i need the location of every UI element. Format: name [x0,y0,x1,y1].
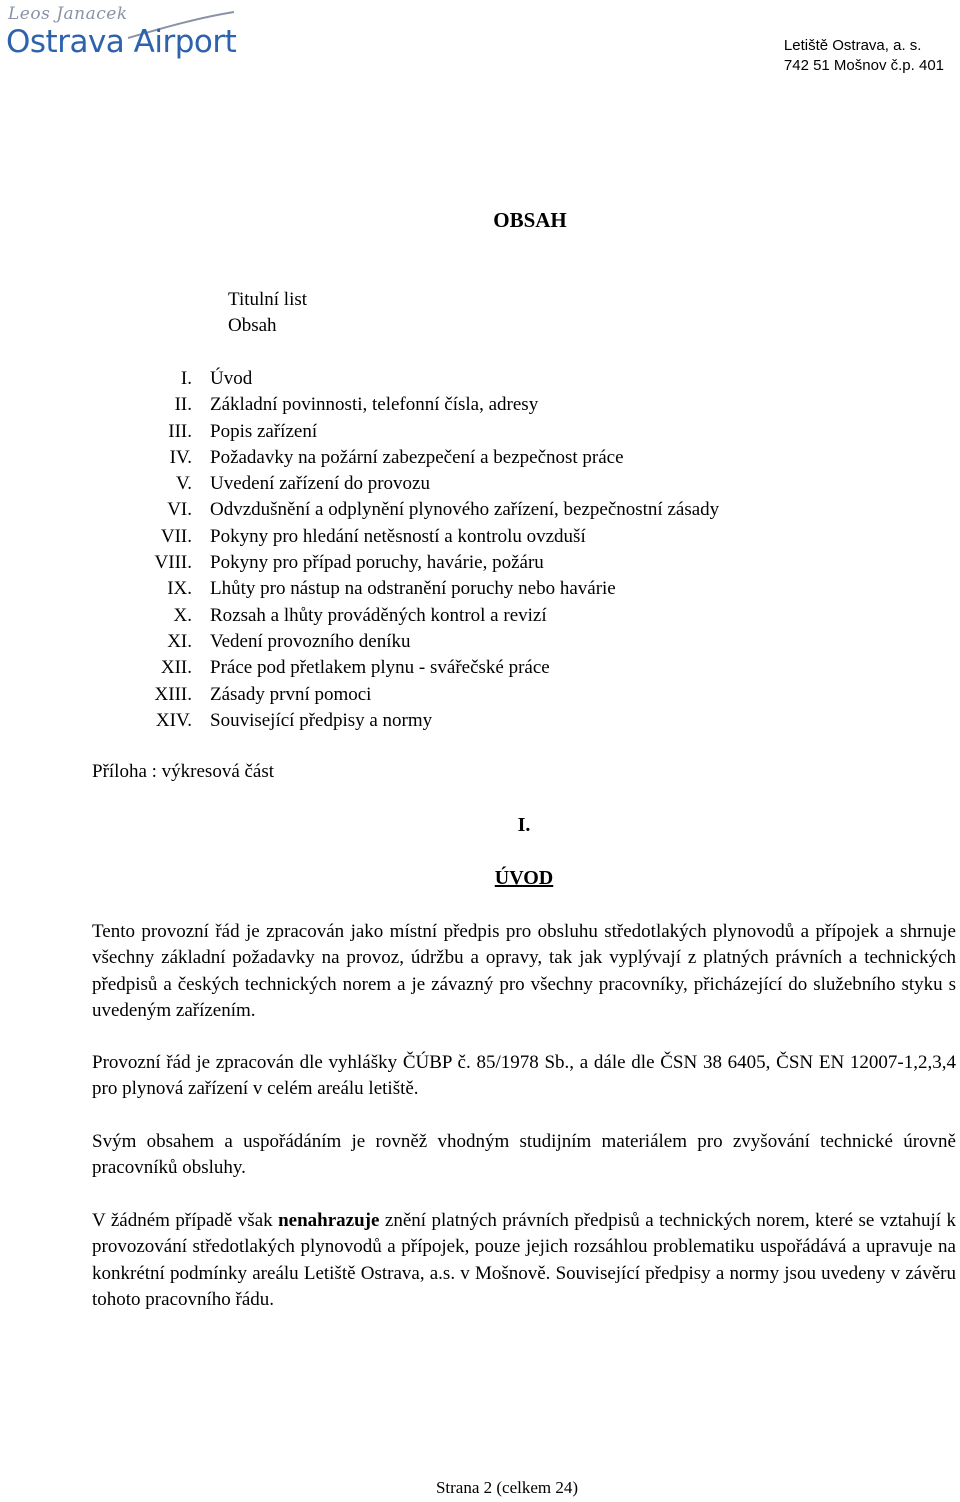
toc-item [100,419,719,445]
chapter-title: ÚVOD [494,867,554,889]
toc-item [100,550,719,576]
toc-item [100,682,719,708]
toc-item-number: VIII. [154,552,192,574]
paragraph-text [92,1208,956,1313]
toc-item [100,471,719,497]
toc-item-number: III. [168,420,192,442]
toc-item-number: I. [180,368,192,389]
paragraph [92,1208,956,1313]
toc-item-label: Rozsah a lhůty prováděných kontrol a revizí [210,604,547,626]
paragraph [92,919,956,1024]
toc-item-label: Pokyny pro případ poruchy, havárie, požáru [210,552,544,574]
toc-item-number: V. [175,473,192,495]
paragraph [92,1050,956,1103]
paragraph-text: Provozní řád je zpracován dle vyhlášky ČÚBP č. 85/1978 Sb., a dále dle ČSN 38 6405, ČSN EN 12007-1,2,3,4 pro plynová zařízení v celém areálu letiště. [92,1052,956,1100]
toc-item-number: VII. [160,525,192,547]
toc-pre-item: Titulní list [228,289,308,310]
paragraph-text-part: znění platných právních předpisů a technických norem, které se vztahují k provozování středotlakých plynovodů a přípojek, pouze jejich rozsáhlou problematiku uspořádává a upravuje na konkrétní podmínky areálu Letiště Ostrava, a.s. v Mošnově. Související předpisy a normy jsou uvedeny v závěru tohoto pracovního řádu. [92,1210,956,1310]
toc-item [100,603,719,629]
toc-item-label: Úvod [210,368,253,389]
toc-item [100,576,719,602]
page-footer: Strana 2 (celkem 24) [435,1478,579,1497]
toc-item [100,392,719,418]
toc-item-label: Zásady první pomoci [210,683,372,705]
toc-item-number: X. [173,604,192,626]
logo-wordmark: Ostrava Airport [6,24,237,60]
chapter-number: I. [517,814,531,836]
toc-item-number: XIV. [155,709,192,731]
toc-item-number: VI. [167,499,192,521]
emphasis-text: nenahrazuje [278,1210,380,1231]
toc-item-label: Základní povinnosti, telefonní čísla, adresy [210,394,539,416]
paragraph [92,1129,956,1182]
toc-item [100,655,719,681]
toc-item-label: Související předpisy a normy [210,709,433,731]
toc-item [100,445,719,471]
toc-pre-item: Obsah [228,315,277,336]
toc-pre-items [228,287,307,339]
paragraph-text: Svým obsahem a uspořádáním je rovněž vhodným studijním materiálem pro zvyšování technické úrovně pracovníků obsluhy. [92,1131,956,1179]
toc-item-number: XII. [160,657,192,679]
toc-item-number: IV. [169,446,192,468]
toc-list [100,366,719,734]
toc-item-number: IX. [167,578,192,600]
toc-title: OBSAH [493,208,567,232]
toc-item-label: Lhůty pro nástup na odstranění poruchy nebo havárie [210,578,616,600]
company-address [784,36,944,76]
company-street: 742 51 Mošnov č.p. 401 [783,57,944,74]
toc-item-label: Požadavky na požární zabezpečení a bezpečnost práce [210,446,624,468]
toc-item-label: Odvzdušnění a odplynění plynového zařízení, bezpečnostní zásady [210,499,720,521]
company-name: Letiště Ostrava, a. s. [783,37,922,54]
toc-item [100,524,719,550]
toc-item [100,708,719,734]
toc-item [100,366,719,392]
toc-item-number: II. [174,394,192,416]
airport-logo [6,4,238,68]
paragraph-text-part: V žádném případě však [92,1210,279,1231]
toc-item-label: Vedení provozního deníku [210,630,411,652]
toc-item-label: Práce pod přetlakem plynu - svářečské práce [210,657,550,679]
toc-item [100,629,719,655]
toc-item [100,497,719,523]
toc-item-label: Pokyny pro hledání netěsností a kontrolu ovzduší [210,525,586,547]
toc-item-label: Uvedení zařízení do provozu [210,473,430,495]
toc-item-number: XIII. [154,683,192,705]
logo-script-text: Leos Janacek [8,4,128,24]
toc-item-number: XI. [167,630,192,652]
toc-item-label: Popis zařízení [210,420,318,442]
paragraph-text: Tento provozní řád je zpracován jako místní předpis pro obsluhu středotlakých plynovodů a přípojek a shrnuje všechny základní požadavky na provoz, údržbu a opravy, tak jak vyplývají z platných právních a technických předpisů a českých technických norem a je závazný pro všechny pracovníky, přicházející do služebního styku s uvedeným zařízením. [92,921,956,1021]
toc-attachment: Příloha : výkresová část [92,761,275,782]
